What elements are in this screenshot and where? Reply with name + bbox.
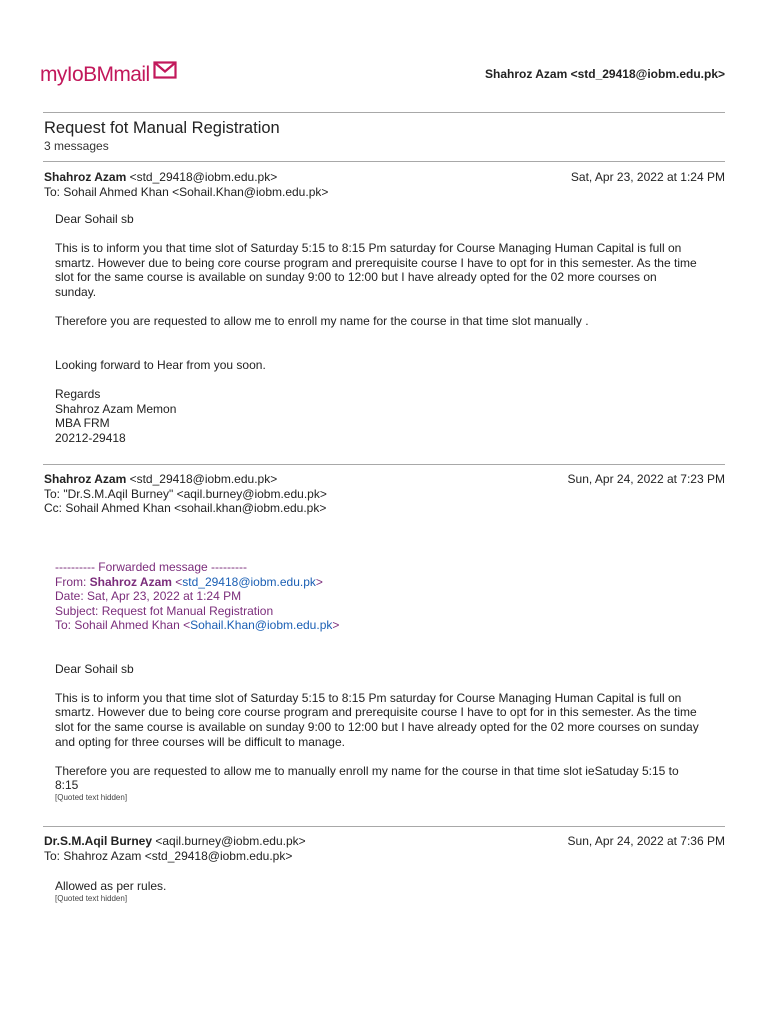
forward-to: To: Sohail Ahmed Khan <Sohail.Khan@iobm.edu.pk>	[55, 618, 340, 633]
quoted-text-hidden[interactable]: [Quoted text hidden]	[55, 893, 128, 903]
recipient-cc: Cc: Sohail Ahmed Khan <sohail.khan@iobm.edu.pk>	[44, 501, 327, 515]
signature-line: Shahroz Azam Memon	[55, 401, 177, 416]
message-header-3	[44, 834, 725, 863]
logo-text: myIoBMmail	[40, 63, 150, 86]
body-line: Therefore you are requested to allow me to enroll my name for the course in that time slot manually .	[55, 314, 589, 329]
recipient-to: To: Shahroz Azam <std_29418@iobm.edu.pk>	[44, 848, 293, 863]
account-address: Shahroz Azam <std_29418@iobm.edu.pk>	[485, 67, 725, 81]
message-body-1	[55, 212, 720, 446]
mail-logo	[40, 63, 177, 87]
forwarded-block	[55, 560, 720, 803]
body-line: Therefore you are requested to allow me to manually enroll my name for the course in that time slot ieSatuday 5:15 to	[55, 763, 679, 778]
body-line: smartz. However due to being core course program and prerequisite course I have to opt for in this semester. As the time	[55, 255, 697, 270]
forward-date: Date: Sat, Apr 23, 2022 at 1:24 PM	[55, 589, 242, 604]
forward-sender-name: Shahroz Azam	[89, 574, 172, 589]
recipient-to: To: "Dr.S.M.Aqil Burney" <aqil.burney@iobm.edu.pk>	[44, 486, 327, 501]
body-line: and opting for three courses will be difficult to manage.	[55, 734, 345, 749]
message-header-2	[44, 472, 725, 516]
forward-sender-email-link[interactable]: std_29418@iobm.edu.pk	[182, 574, 316, 589]
signature-line: Regards	[55, 387, 101, 402]
message-date: Sun, Apr 24, 2022 at 7:23 PM	[567, 472, 725, 486]
message-body-3	[55, 879, 720, 904]
forward-subject: Subject: Request fot Manual Registration	[55, 603, 274, 618]
greeting: Dear Sohail sb	[55, 212, 134, 226]
forward-from: From: Shahroz Azam <std_29418@iobm.edu.pk>	[55, 574, 323, 589]
sender-email: <aqil.burney@iobm.edu.pk>	[155, 834, 306, 848]
body-line: sunday.	[55, 284, 97, 299]
message-header-1	[44, 170, 725, 199]
sender-name: Shahroz Azam	[44, 472, 127, 486]
header	[0, 0, 768, 112]
body-line: Allowed as per rules.	[55, 879, 167, 893]
envelope-icon	[153, 61, 177, 85]
body-line: slot for the same course is available on sunday 9:00 to 12:00 but I have already opted for the 02 more courses on sunday	[55, 719, 699, 734]
body-line: smartz. However due to being core course program and prerequisite course I have to opt for in this semester. As the time	[55, 705, 697, 720]
greeting: Dear Sohail sb	[55, 661, 134, 676]
body-line: slot for the same course is available on sunday 9:00 to 12:00 but I have already opted for the 02 more courses on	[55, 270, 657, 285]
quoted-text-hidden[interactable]: [Quoted text hidden]	[55, 792, 128, 802]
thread-subject: Request fot Manual Registration	[44, 119, 280, 137]
recipient-to: To: Sohail Ahmed Khan <Sohail.Khan@iobm.edu.pk>	[44, 184, 329, 199]
message-date: Sat, Apr 23, 2022 at 1:24 PM	[570, 170, 725, 184]
forward-divider: ---------- Forwarded message ---------	[55, 560, 247, 574]
sender-email: <std_29418@iobm.edu.pk>	[129, 472, 278, 486]
body-line: 8:15	[55, 778, 79, 793]
message-date: Sun, Apr 24, 2022 at 7:36 PM	[567, 834, 725, 848]
message-count: 3 messages	[44, 139, 109, 153]
divider	[43, 112, 725, 113]
body-line: Looking forward to Hear from you soon.	[55, 357, 266, 372]
body-line: This is to inform you that time slot of Saturday 5:15 to 8:15 Pm saturday for Course Managing Human Capital is full on	[55, 241, 682, 256]
body-line: This is to inform you that time slot of Saturday 5:15 to 8:15 Pm saturday for Course Managing Human Capital is full on	[55, 690, 682, 705]
sender-name: Dr.S.M.Aqil Burney	[44, 834, 153, 848]
sender-name: Shahroz Azam	[44, 170, 127, 184]
forward-recipient-email-link[interactable]: Sohail.Khan@iobm.edu.pk	[190, 618, 333, 633]
sender-email: <std_29418@iobm.edu.pk>	[129, 170, 278, 184]
divider	[43, 464, 725, 465]
divider	[43, 161, 725, 162]
divider	[43, 826, 725, 827]
signature-line: 20212-29418	[55, 430, 126, 445]
signature-line: MBA FRM	[55, 416, 110, 431]
